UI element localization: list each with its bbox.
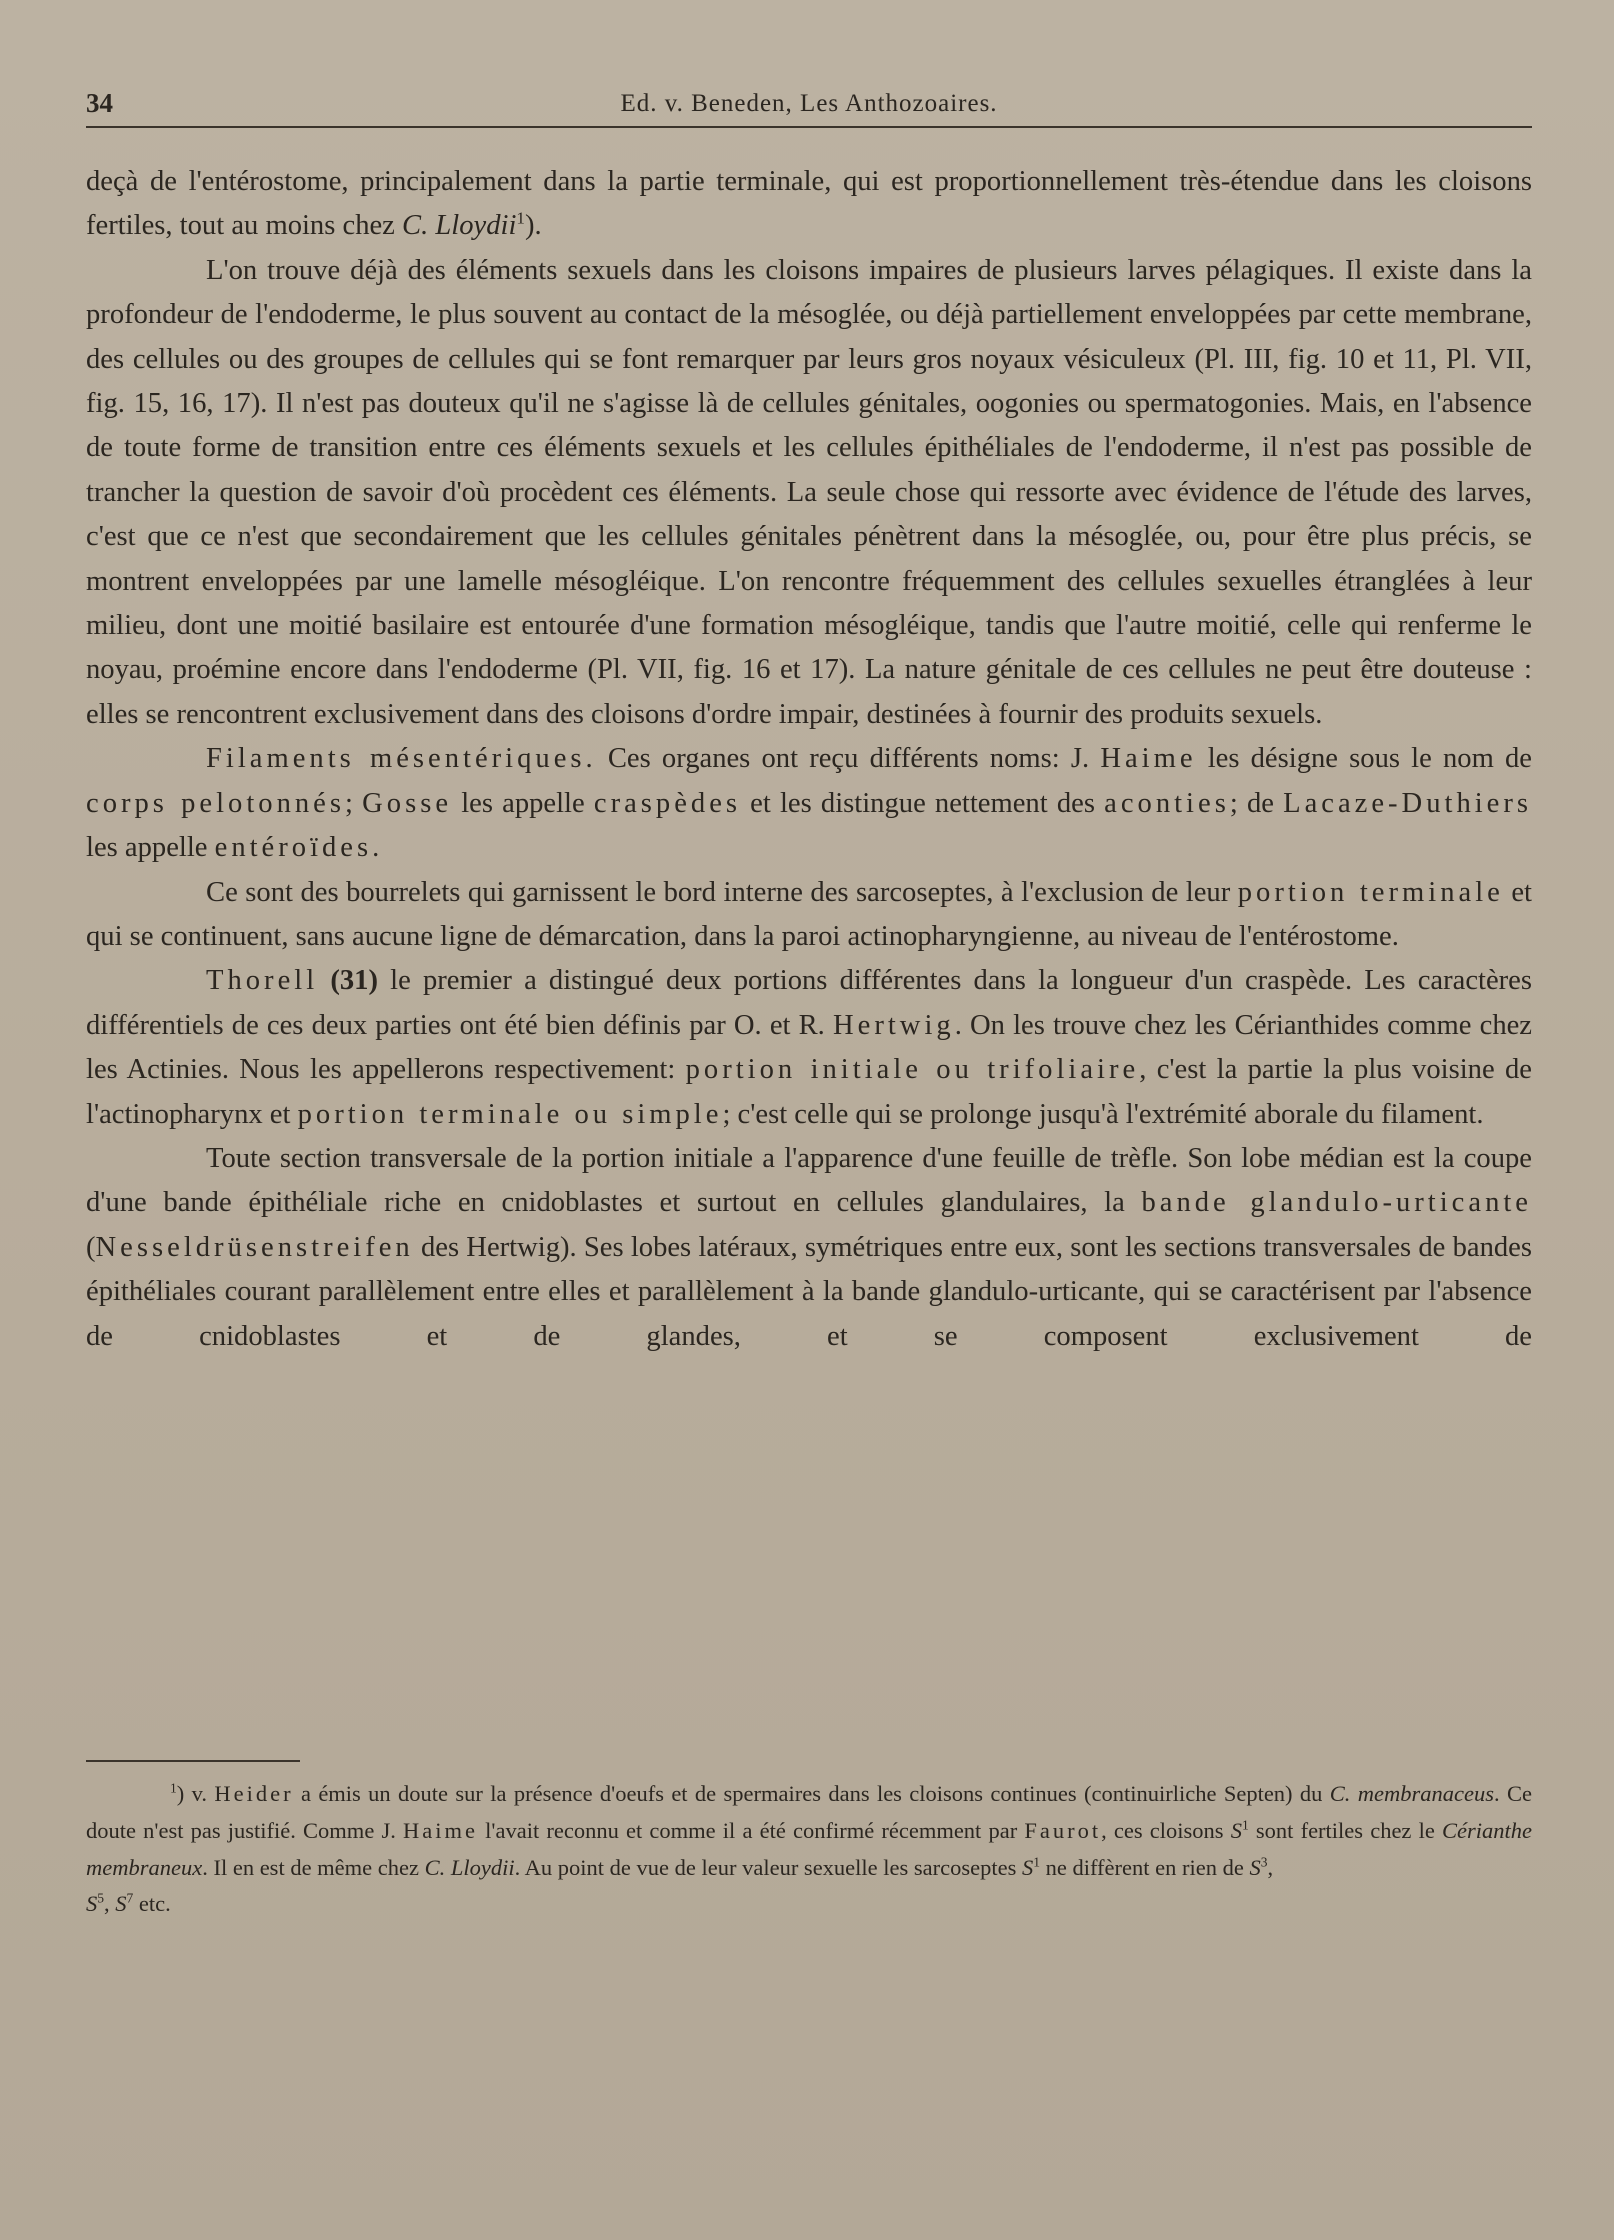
term: bande glandulo-urticante — [1141, 1187, 1532, 1219]
paragraph-3: Filaments mésentériques. Ces organes ont reçu différents noms: J. Haime les désigne sous le nom de corps pelotonnés; Gosse les appelle craspèdes et les distingue nettement des aconties; de Lacaze-Duthiers les appelle entéroïdes. — [86, 743, 1533, 864]
paragraph-6: Toute section transversale de la portion initiale a l'apparence d'une feuille de trèfle. Son lobe médian est la coupe d'une bande épithéliale riche en cnidoblastes et surtout en cellules glandulaires, la bande glandulo-urticante (Nesseldrüsenstreifen des Hertwig). Ses lobes latéraux, symétriques entre eux, sont les sections transversales de bandes épithéliales courant parallèlement entre elles et parallèlement à la bande glandulo-urticante, qui se caractérisent par l'absence de cnidoblastes et de glandes, et se composent exclusivement de — [86, 1142, 1532, 1352]
author-name: Haime — [403, 1817, 478, 1843]
term: portion terminale ou simple — [297, 1098, 723, 1130]
term: Nesseldrüsenstreifen — [95, 1231, 414, 1263]
author-name: Hertwig — [832, 1009, 955, 1041]
term: aconties — [1104, 787, 1230, 819]
footnote-rule — [86, 1760, 300, 1762]
author-name: Heider — [214, 1781, 294, 1806]
footnote-text: $^1$) v. Heider a émis un doute sur la présence d'oeufs et de spermaires dans les cloisons continues (continuirliche Septen) du C. membranaceus. Ce doute n'est pas justifié. Comme J. Haime l'avait reconnu et comme il a été confirmé récemment par Faurot, ces cloisons $S^1$ sont fertiles chez le Cérianthe membraneux. Il en est de même chez C. Lloydii. Au point de vue de leur valeur sexuelle les sarcoseptes $S^1$ ne diffèrent en rien de $S^3$, $S^5$, $S^7$ etc. — [86, 1780, 1532, 1917]
reference-number: (31) — [330, 965, 378, 997]
term: corps pelotonnés — [86, 787, 345, 819]
species-name: C. membranaceus — [1329, 1781, 1494, 1806]
header-rule — [86, 126, 1532, 128]
species-name: C. Lloydii — [402, 210, 517, 242]
section-heading: Filaments mésentériques. — [206, 743, 597, 775]
term: entéroïdes — [214, 832, 373, 864]
paragraph-1: deçà de l'entérostome, principalement dans la partie terminale, qui est proportionnellement très-étendue dans les cloisons fertiles, tout au moins chez C. Lloydii$^1$). — [86, 166, 1532, 242]
page-number: 34 — [86, 88, 113, 118]
author-name: Thorell — [206, 965, 319, 997]
paragraph-5: Thorell (31) le premier a distingué deux portions différentes dans la longueur d'un craspède. Les caractères différentiels de ces deux parties ont été bien définis par O. et R. Hertwig. On les trouve chez les Cérianthides comme chez les Actinies. Nous les appellerons respectivement: portion initiale ou trifoliaire, c'est la partie la plus voisine de l'actinopharynx et portion terminale ou simple; c'est celle qui se prolonge jusqu'à l'extrémité aborale du filament. — [86, 965, 1532, 1130]
page-header — [86, 88, 1532, 128]
author-name: Faurot — [1024, 1817, 1102, 1843]
septum-symbol: S — [115, 1891, 127, 1917]
species-name: Cérianthe membraneux — [86, 1817, 1532, 1880]
septum-symbol: S — [1249, 1854, 1261, 1880]
septum-symbol: S — [1021, 1854, 1034, 1880]
author-name: Lacaze-Duthiers — [1283, 787, 1533, 819]
footnote-mark: 1 — [170, 1780, 177, 1796]
running-head: Ed. v. Beneden, Les Anthozoaires. — [620, 90, 998, 117]
species-name: C. Lloydii — [424, 1854, 515, 1880]
author-name: Gosse — [362, 787, 453, 819]
term: portion initiale ou trifoliaire — [685, 1054, 1140, 1086]
term: craspèdes — [593, 787, 742, 819]
term: portion terminale — [1237, 876, 1504, 908]
footnote-mark: 1 — [516, 208, 525, 228]
paragraph-4: Ce sont des bourrelets qui garnissent le bord interne des sarcoseptes, à l'exclusion de leur portion terminale et qui se continuent, sans aucune ligne de démarcation, dans la paroi actinopharyngienne, au niveau de l'entérostome. — [86, 876, 1532, 952]
author-name: Haime — [1100, 743, 1197, 775]
paragraph-2: L'on trouve déjà des éléments sexuels dans les cloisons impaires de plusieurs larves pélagiques. Il existe dans la profondeur de l'endoderme, le plus souvent au contact de la mésoglée, ou déjà partiellement enveloppées par cette membrane, des cellules ou des groupes de cellules qui se font remarquer par leurs gros noyaux vésiculeux (Pl. III, fig. 10 et 11, Pl. VII, fig. 15, 16, 17). Il n'est pas douteux qu'il ne s'agisse là de cellules génitales, oogonies ou spermatogonies. Mais, en l'absence de toute forme de transition entre ces éléments sexuels et les cellules épithéliales de l'endoderme, il n'est pas possible de trancher la question de savoir d'où procèdent ces éléments. La seule chose qui ressorte avec évidence de l'étude des larves, c'est que ce n'est que secondairement que les cellules génitales pénètrent dans la mésoglée, ou, pour être plus précis, se montrent enveloppées par une lamelle mésogléique. L'on rencontre fréquemment des cellules sexuelles étranglées à leur milieu, dont une moitié basilaire est entourée d'une formation mésogléique, tandis que l'autre moitié, celle qui renferme le noyau, proémine encore dans l'endoderme (Pl. VII, fig. 16 et 17). La nature génitale de ces cellules ne peut être douteuse : elles se rencontrent exclusivement dans des cloisons d'ordre impair, destinées à fournir des produits sexuels. — [86, 254, 1532, 730]
septum-symbol: S — [86, 1891, 98, 1917]
body-text — [86, 160, 1532, 1359]
footnote — [86, 1776, 1532, 1923]
septum-symbol: S — [1230, 1817, 1242, 1843]
